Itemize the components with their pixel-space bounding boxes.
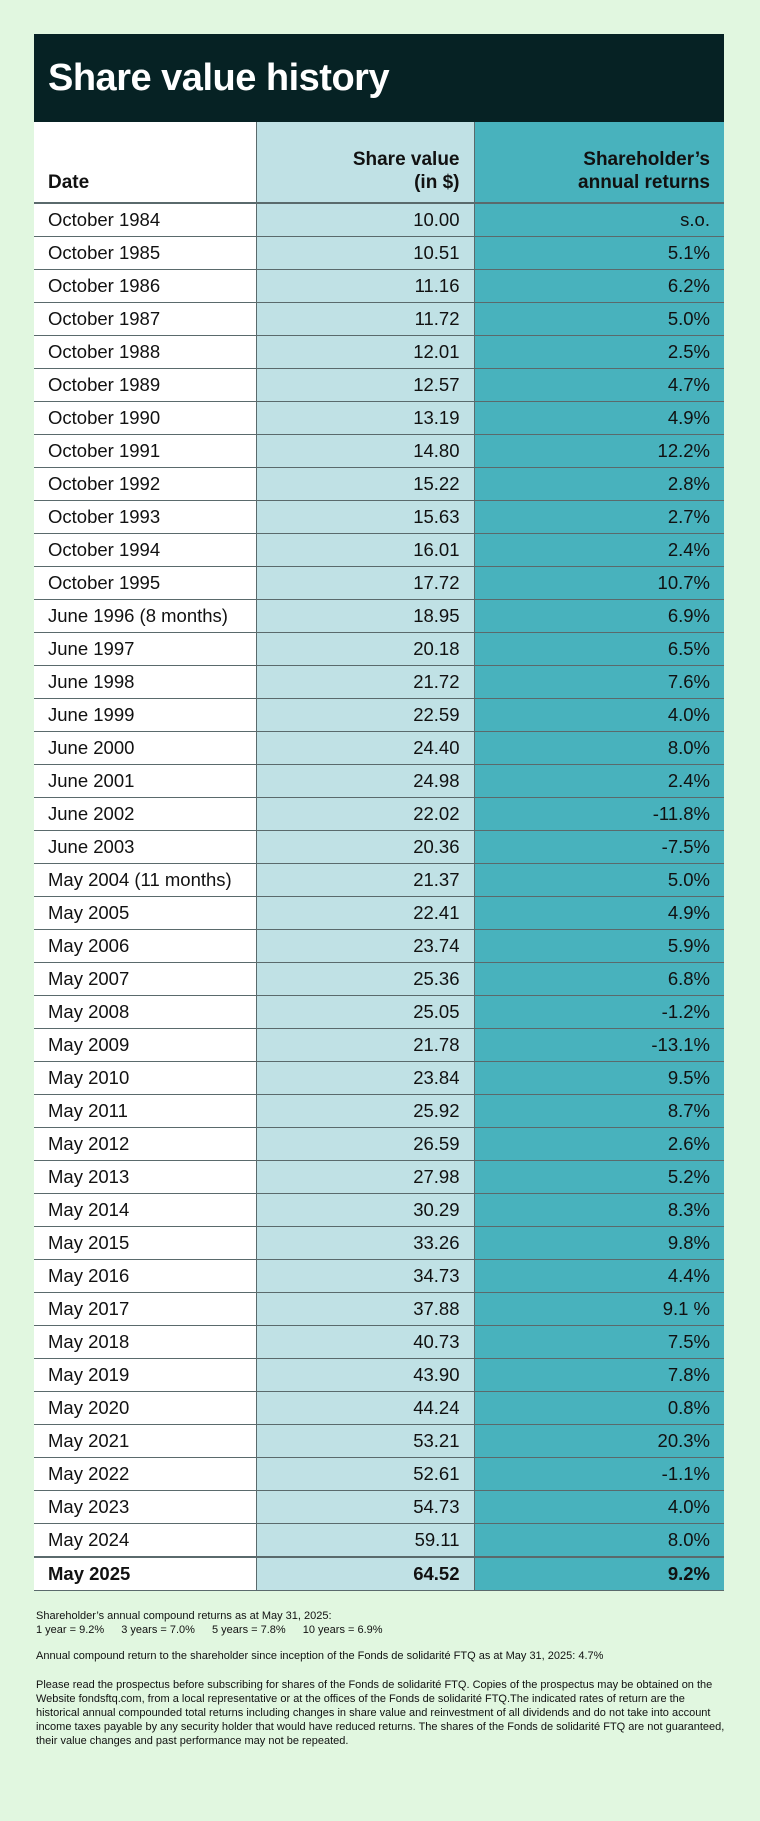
column-header-date-label: Date (48, 172, 90, 193)
share-value-cell: 23.84 (256, 1062, 474, 1095)
table-row (34, 336, 724, 369)
share-value-cell: 23.74 (256, 930, 474, 963)
date-cell: October 1985 (34, 237, 256, 270)
table-row (34, 1524, 724, 1558)
annual-return-cell: 2.6% (474, 1128, 724, 1161)
page-title: Share value history (48, 56, 390, 99)
compound-returns-heading: Shareholder’s annual compound returns as at May 31, 2025: (36, 1610, 332, 1622)
share-value-cell: 52.61 (256, 1458, 474, 1491)
share-value-cell: 16.01 (256, 534, 474, 567)
share-value-cell: 24.40 (256, 732, 474, 765)
share-value-cell: 59.11 (256, 1524, 474, 1558)
date-cell: May 2018 (34, 1326, 256, 1359)
share-value-cell: 21.37 (256, 864, 474, 897)
share-value-cell: 25.92 (256, 1095, 474, 1128)
date-cell: October 1990 (34, 402, 256, 435)
table-row (34, 270, 724, 303)
annual-return-cell: 2.4% (474, 534, 724, 567)
table-row (34, 567, 724, 600)
date-cell: May 2024 (34, 1524, 256, 1558)
share-value-cell: 27.98 (256, 1161, 474, 1194)
table-row (34, 864, 724, 897)
table-row (34, 1557, 724, 1591)
date-cell: May 2023 (34, 1491, 256, 1524)
share-value-cell: 34.73 (256, 1260, 474, 1293)
date-cell: June 2002 (34, 798, 256, 831)
annual-return-cell: 5.0% (474, 864, 724, 897)
table-row (34, 930, 724, 963)
annual-return-cell: -13.1% (474, 1029, 724, 1062)
table-row (34, 1425, 724, 1458)
table-row (34, 765, 724, 798)
column-header-share-value-line1: Share value (352, 149, 460, 170)
date-cell: May 2011 (34, 1095, 256, 1128)
annual-return-cell: 6.9% (474, 600, 724, 633)
table-row (34, 468, 724, 501)
annual-return-cell: 6.8% (474, 963, 724, 996)
table-row (34, 996, 724, 1029)
date-cell: May 2007 (34, 963, 256, 996)
annual-return-cell: 12.2% (474, 435, 724, 468)
table-body (34, 203, 724, 1591)
annual-return-cell: 10.7% (474, 567, 724, 600)
date-cell: October 1994 (34, 534, 256, 567)
share-value-cell: 37.88 (256, 1293, 474, 1326)
annual-return-cell: 0.8% (474, 1392, 724, 1425)
date-cell: June 1999 (34, 699, 256, 732)
annual-return-cell: s.o. (474, 203, 724, 237)
date-cell: May 2005 (34, 897, 256, 930)
date-cell: May 2015 (34, 1227, 256, 1260)
table-row (34, 435, 724, 468)
table-row (34, 831, 724, 864)
table-row (34, 1359, 724, 1392)
share-value-cell: 30.29 (256, 1194, 474, 1227)
date-cell: May 2016 (34, 1260, 256, 1293)
share-value-cell: 26.59 (256, 1128, 474, 1161)
since-inception-note: Annual compound return to the shareholder since inception of the Fonds de solidarité FTQ as at May 31, 2025: 4.7% (36, 1650, 604, 1662)
annual-return-cell: 4.0% (474, 699, 724, 732)
annual-return-cell: 6.2% (474, 270, 724, 303)
table-row (34, 1227, 724, 1260)
annual-return-cell: 4.4% (474, 1260, 724, 1293)
column-header-date (34, 122, 256, 203)
share-value-cell: 21.78 (256, 1029, 474, 1062)
share-value-cell: 10.00 (256, 203, 474, 237)
share-value-cell: 18.95 (256, 600, 474, 633)
share-value-card (34, 34, 724, 1591)
share-value-cell: 54.73 (256, 1491, 474, 1524)
date-cell: June 2001 (34, 765, 256, 798)
date-cell: October 1988 (34, 336, 256, 369)
share-value-cell: 22.02 (256, 798, 474, 831)
share-value-cell: 64.52 (256, 1557, 474, 1591)
disclaimer: Please read the prospectus before subscribing for shares of the Fonds de solidarité FTQ. Copies of the prospectus may be obtained on the Website fondsftq.com, from a local representative or at the offices of the Fonds de solidarité FTQ.The indicated rates of return are the historical annual compounded total returns including changes in share value and reinvestment of all dividends and do not take into account income taxes payable by any security holder that would have reduced returns. The shares of the Fonds de solidarité FTQ are not guaranteed, their value changes and past performance may not be repeated. (36, 1679, 725, 1747)
column-header-annual-returns-line1: Shareholder’s (583, 149, 710, 170)
date-cell: June 1998 (34, 666, 256, 699)
annual-return-cell: 8.0% (474, 1524, 724, 1558)
annual-return-cell: 8.3% (474, 1194, 724, 1227)
date-cell: May 2013 (34, 1161, 256, 1194)
share-value-cell: 12.57 (256, 369, 474, 402)
table-row (34, 1326, 724, 1359)
table-row (34, 699, 724, 732)
annual-return-cell: 2.7% (474, 501, 724, 534)
date-cell: October 1995 (34, 567, 256, 600)
annual-return-cell: 7.8% (474, 1359, 724, 1392)
share-value-cell: 17.72 (256, 567, 474, 600)
share-value-cell: 15.63 (256, 501, 474, 534)
date-cell: June 1997 (34, 633, 256, 666)
date-cell: May 2010 (34, 1062, 256, 1095)
date-cell: October 1984 (34, 203, 256, 237)
annual-return-cell: 9.8% (474, 1227, 724, 1260)
share-value-cell: 33.26 (256, 1227, 474, 1260)
table-row (34, 633, 724, 666)
annual-return-cell: 7.5% (474, 1326, 724, 1359)
date-cell: June 1996 (8 months) (34, 600, 256, 633)
share-value-cell: 22.41 (256, 897, 474, 930)
date-cell: June 2003 (34, 831, 256, 864)
annual-return-cell: 8.7% (474, 1095, 724, 1128)
share-value-cell: 20.18 (256, 633, 474, 666)
annual-return-cell: 2.4% (474, 765, 724, 798)
table-row (34, 1161, 724, 1194)
table-row (34, 1029, 724, 1062)
share-value-cell: 21.72 (256, 666, 474, 699)
table-row (34, 1293, 724, 1326)
table-row (34, 798, 724, 831)
compound-returns-periods (36, 1623, 726, 1637)
annual-return-cell: -7.5% (474, 831, 724, 864)
date-cell: May 2009 (34, 1029, 256, 1062)
annual-return-cell: 2.8% (474, 468, 724, 501)
table-row (34, 534, 724, 567)
footnotes (36, 1609, 726, 1748)
date-cell: May 2019 (34, 1359, 256, 1392)
date-cell: October 1991 (34, 435, 256, 468)
share-value-cell: 13.19 (256, 402, 474, 435)
date-cell: October 1993 (34, 501, 256, 534)
share-value-cell: 10.51 (256, 237, 474, 270)
date-cell: May 2021 (34, 1425, 256, 1458)
annual-return-cell: -1.2% (474, 996, 724, 1029)
share-value-cell: 25.36 (256, 963, 474, 996)
table-row (34, 1458, 724, 1491)
date-cell: May 2014 (34, 1194, 256, 1227)
annual-return-cell: 5.1% (474, 237, 724, 270)
annual-return-cell: 5.2% (474, 1161, 724, 1194)
date-cell: May 2006 (34, 930, 256, 963)
table-row (34, 897, 724, 930)
annual-return-cell: 2.5% (474, 336, 724, 369)
table-row (34, 203, 724, 237)
share-value-cell: 53.21 (256, 1425, 474, 1458)
date-cell: October 1992 (34, 468, 256, 501)
annual-return-cell: 9.5% (474, 1062, 724, 1095)
column-header-share-value (256, 122, 474, 203)
date-cell: May 2017 (34, 1293, 256, 1326)
share-value-cell: 25.05 (256, 996, 474, 1029)
annual-return-cell: 5.0% (474, 303, 724, 336)
share-value-cell: 15.22 (256, 468, 474, 501)
date-cell: October 1989 (34, 369, 256, 402)
share-value-cell: 44.24 (256, 1392, 474, 1425)
share-value-cell: 24.98 (256, 765, 474, 798)
table-row (34, 303, 724, 336)
table-row (34, 237, 724, 270)
date-cell: May 2022 (34, 1458, 256, 1491)
share-value-table (34, 122, 724, 1591)
period-5-years: 5 years = 7.8% (212, 1624, 286, 1636)
table-row (34, 1260, 724, 1293)
annual-return-cell: 4.9% (474, 402, 724, 435)
annual-return-cell: -1.1% (474, 1458, 724, 1491)
table-row (34, 600, 724, 633)
table-row (34, 1491, 724, 1524)
share-value-cell: 22.59 (256, 699, 474, 732)
column-header-annual-returns (474, 122, 724, 203)
title-bar (34, 34, 724, 122)
annual-return-cell: 9.1 % (474, 1293, 724, 1326)
share-value-cell: 43.90 (256, 1359, 474, 1392)
period-3-years: 3 years = 7.0% (121, 1624, 195, 1636)
annual-return-cell: 9.2% (474, 1557, 724, 1591)
table-row (34, 1392, 724, 1425)
table-row (34, 963, 724, 996)
table-row (34, 1062, 724, 1095)
share-value-cell: 12.01 (256, 336, 474, 369)
share-value-cell: 14.80 (256, 435, 474, 468)
share-value-cell: 11.72 (256, 303, 474, 336)
date-cell: May 2004 (11 months) (34, 864, 256, 897)
table-header-row (34, 122, 724, 203)
column-header-share-value-line2: (in $) (414, 172, 460, 193)
period-1-year: 1 year = 9.2% (36, 1624, 105, 1636)
table-row (34, 1128, 724, 1161)
share-value-cell: 11.16 (256, 270, 474, 303)
date-cell: May 2025 (34, 1557, 256, 1591)
date-cell: October 1987 (34, 303, 256, 336)
annual-return-cell: 7.6% (474, 666, 724, 699)
column-header-annual-returns-line2: annual returns (578, 172, 710, 193)
share-value-cell: 20.36 (256, 831, 474, 864)
annual-return-cell: 4.9% (474, 897, 724, 930)
period-10-years: 10 years = 6.9% (302, 1624, 383, 1636)
table-row (34, 1095, 724, 1128)
table-row (34, 501, 724, 534)
date-cell: May 2012 (34, 1128, 256, 1161)
table-row (34, 666, 724, 699)
date-cell: May 2008 (34, 996, 256, 1029)
date-cell: June 2000 (34, 732, 256, 765)
annual-return-cell: -11.8% (474, 798, 724, 831)
table-row (34, 369, 724, 402)
date-cell: May 2020 (34, 1392, 256, 1425)
annual-return-cell: 20.3% (474, 1425, 724, 1458)
annual-return-cell: 5.9% (474, 930, 724, 963)
table-row (34, 402, 724, 435)
annual-return-cell: 6.5% (474, 633, 724, 666)
share-value-cell: 40.73 (256, 1326, 474, 1359)
date-cell: October 1986 (34, 270, 256, 303)
table-row (34, 732, 724, 765)
annual-return-cell: 4.0% (474, 1491, 724, 1524)
table-row (34, 1194, 724, 1227)
annual-return-cell: 4.7% (474, 369, 724, 402)
annual-return-cell: 8.0% (474, 732, 724, 765)
